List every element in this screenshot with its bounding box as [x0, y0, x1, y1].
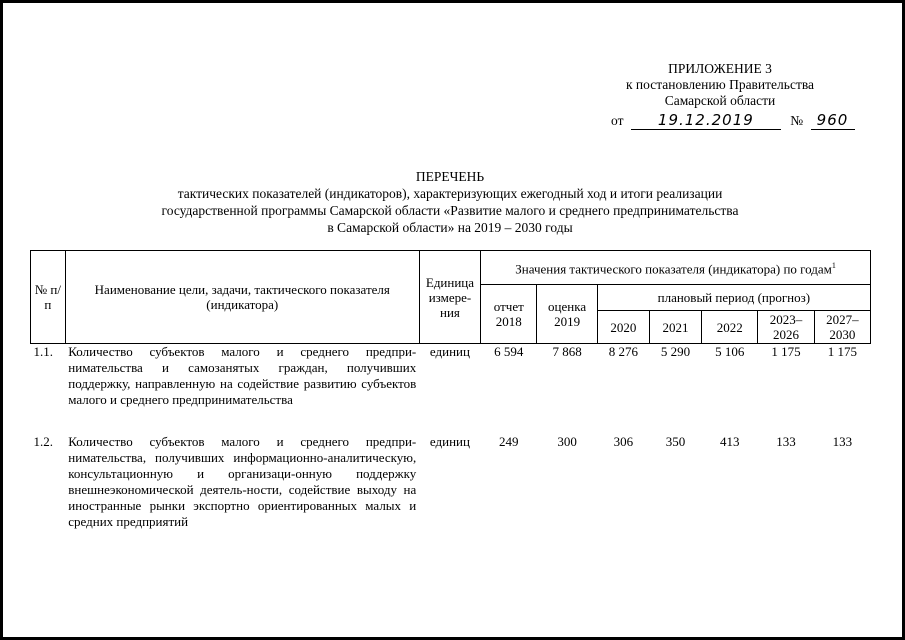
header-values-group-text: Значения тактического показателя (индикатора) по годам	[515, 261, 832, 277]
title-line-3: в Самарской области» на 2019 – 2030 годы	[327, 220, 573, 235]
title-line-1: тактических показателей (индикаторов), характеризующих ежегодный ход и итоги реализации	[177, 186, 723, 201]
scan-border-left	[0, 0, 3, 640]
scan-border-top	[0, 0, 905, 3]
header-name: Наименование цели, задачи, тактического показателя (индикатора)	[65, 251, 419, 344]
header-year: 2022	[702, 311, 758, 344]
row-unit: единиц	[429, 434, 470, 449]
row-value: 5 106	[715, 344, 745, 359]
row-value: 133	[776, 434, 796, 449]
row-name: Количество субъектов малого и среднего предпри-нимательства, получивших информационно-аналитическую, консультационную и организаци-онную поддержку внешнеэкономической деятель-ности, содействие выходу на иностранные рынки экспортно ориентированных малых и средних предприятий	[68, 434, 417, 529]
appendix-decree-line: к постановлению Правительства	[625, 77, 815, 92]
header-year: 2027–2030	[814, 311, 870, 344]
row-value: 350	[665, 434, 686, 449]
row-value: 5 290	[660, 344, 691, 359]
appendix-header	[600, 61, 840, 109]
appendix-title: ПРИЛОЖЕНИЕ 3	[668, 61, 772, 76]
footnote-mark: 1	[831, 261, 836, 271]
row-value: 300	[557, 434, 577, 449]
table-row	[31, 344, 871, 409]
row-value: 6 594	[494, 344, 524, 359]
decree-date: 19.12.2019	[631, 111, 781, 130]
header-num: № п/п	[31, 251, 66, 344]
header-year: 2020	[597, 311, 649, 344]
header-year: 2023–2026	[758, 311, 814, 344]
row-value: 8 276	[608, 344, 638, 359]
appendix-region-line: Самарской области	[664, 93, 776, 108]
row-value: 7 868	[552, 344, 582, 359]
indicators-table	[30, 250, 871, 530]
header-values-group	[481, 251, 871, 285]
row-unit: единиц	[429, 344, 470, 359]
row-name: Количество субъектов малого и среднего предпри-нимательства и самозанятых граждан, получивших поддержку, направленную на содействие развитию субъектов малого и среднего предпринимательства	[68, 344, 417, 407]
header-unit: Единица измере-ния	[419, 251, 480, 344]
title-heading: ПЕРЕЧЕНЬ	[415, 169, 485, 184]
header-estimate-2019: оценка 2019	[537, 285, 597, 344]
row-value: 1 175	[771, 344, 801, 359]
decree-date-number	[611, 111, 855, 130]
row-value: 249	[499, 434, 519, 449]
row-value: 306	[613, 434, 634, 449]
row-index: 1.2.	[33, 434, 53, 449]
header-year: 2021	[649, 311, 701, 344]
row-spacer	[31, 408, 871, 434]
row-value: 413	[719, 434, 740, 449]
table-row	[31, 434, 871, 530]
row-value: 133	[832, 434, 853, 449]
decree-number: 960	[811, 111, 855, 130]
header-plan-group: плановый период (прогноз)	[597, 285, 870, 311]
row-value: 1 175	[827, 344, 857, 359]
document-title	[60, 168, 840, 236]
title-line-2: государственной программы Самарской области «Развитие малого и среднего предпринимательства	[161, 203, 739, 218]
row-index: 1.1.	[33, 344, 53, 359]
number-prefix: №	[790, 113, 804, 128]
date-prefix: от	[611, 113, 624, 128]
header-report-2018: отчет 2018	[481, 285, 537, 344]
